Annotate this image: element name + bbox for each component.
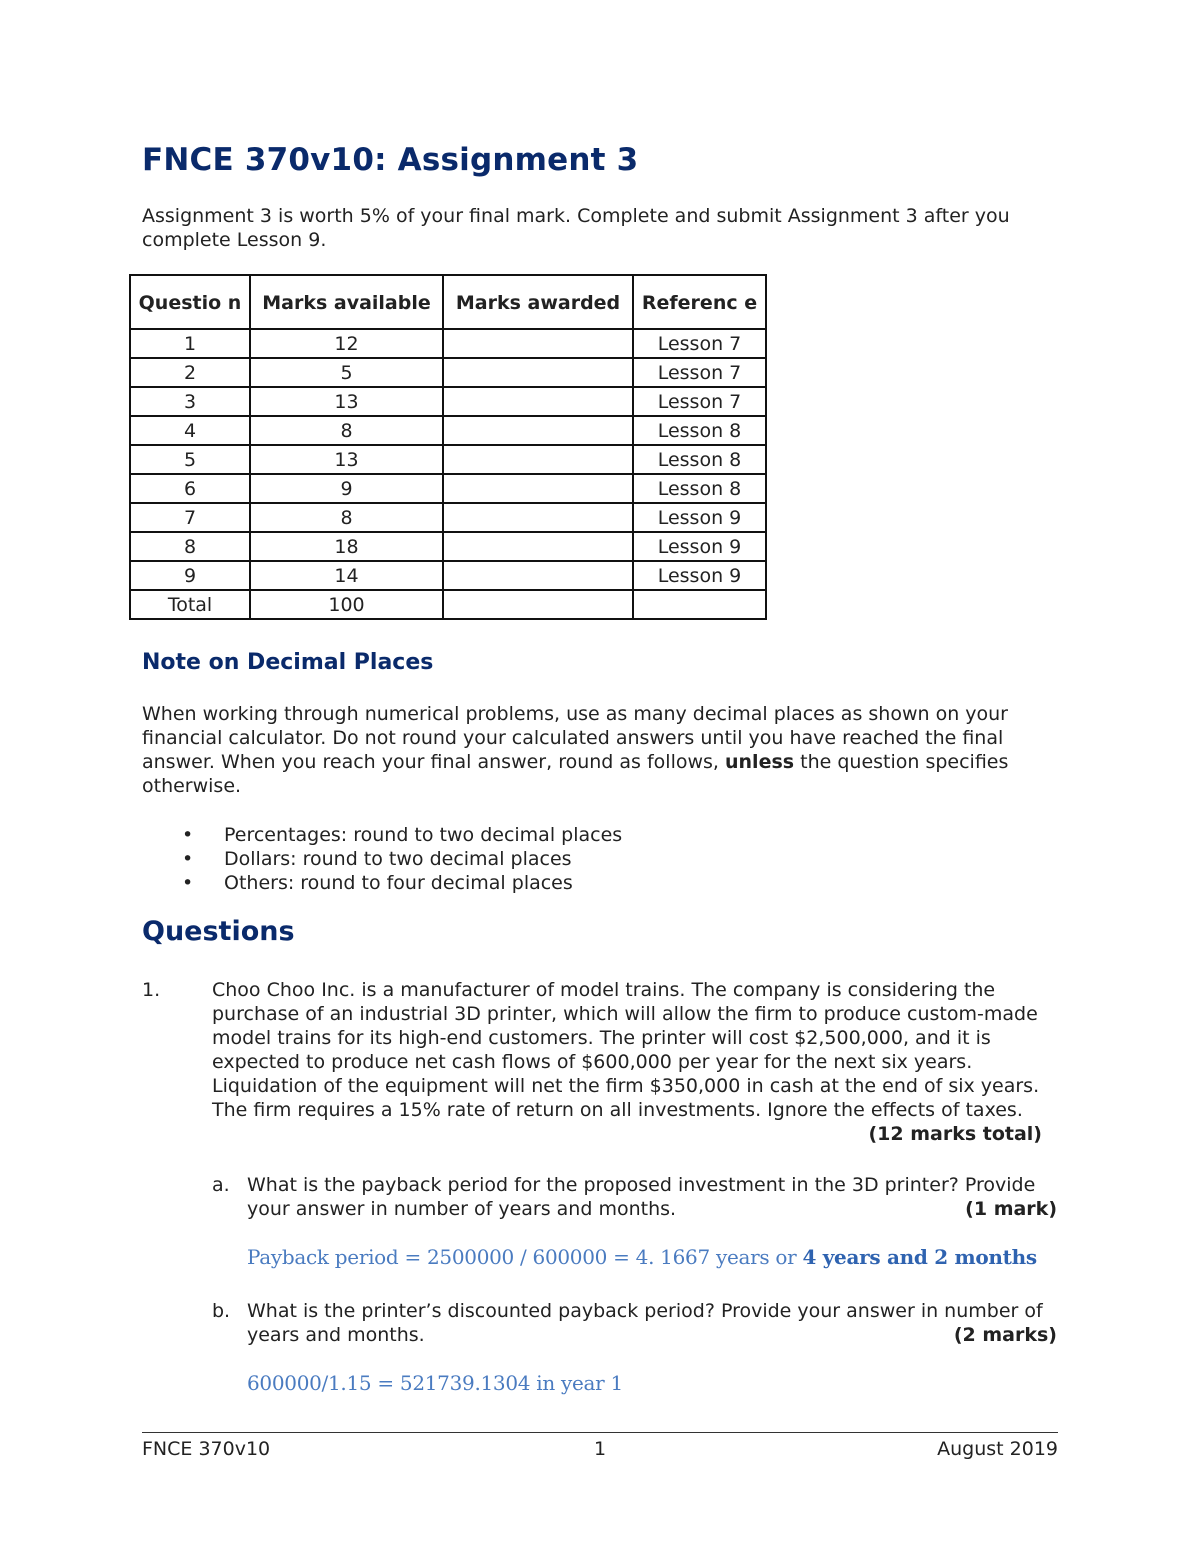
note-text-bold: unless	[725, 751, 795, 773]
table-row	[130, 561, 766, 590]
cell-question: 3	[130, 387, 250, 416]
subquestion-b-label: b.	[212, 1300, 231, 1322]
bullet-icon: •	[182, 824, 194, 846]
cell-question: 2	[130, 358, 250, 387]
cell-question: 5	[130, 445, 250, 474]
questions-heading: Questions	[142, 916, 295, 947]
cell-marks-awarded	[443, 358, 633, 387]
header-marks-awarded: Marks awarded	[443, 275, 633, 329]
subquestion-b-body: What is the printer’s discounted payback period? Provide your answer in number of years and months.	[247, 1300, 1043, 1346]
cell-marks-awarded	[443, 532, 633, 561]
table-row	[130, 329, 766, 358]
question-number: 1.	[142, 979, 161, 1001]
subquestion-a-body: What is the payback period for the proposed investment in the 3D printer? Provide your answer in number of years and months.	[247, 1174, 1036, 1220]
cell-marks-available: 5	[250, 358, 443, 387]
cell-reference: Lesson 8	[633, 416, 766, 445]
cell-question: 1	[130, 329, 250, 358]
cell-marks-available: 8	[250, 416, 443, 445]
subquestion-a-label: a.	[212, 1174, 230, 1196]
cell-marks-awarded	[443, 445, 633, 474]
cell-reference: Lesson 7	[633, 387, 766, 416]
table-row	[130, 445, 766, 474]
cell-marks-awarded	[443, 503, 633, 532]
cell-marks-available: 100	[250, 590, 443, 619]
cell-question: 9	[130, 561, 250, 590]
cell-marks-available: 18	[250, 532, 443, 561]
answer-b: 600000/1.15 = 521739.1304 in year 1	[247, 1371, 623, 1395]
note-heading: Note on Decimal Places	[142, 650, 434, 675]
cell-reference: Lesson 8	[633, 474, 766, 503]
cell-marks-available: 13	[250, 445, 443, 474]
cell-marks-available: 9	[250, 474, 443, 503]
cell-reference: Lesson 8	[633, 445, 766, 474]
cell-reference: Lesson 9	[633, 503, 766, 532]
cell-marks-awarded	[443, 590, 633, 619]
cell-reference: Lesson 9	[633, 561, 766, 590]
header-question: Questio n	[130, 275, 250, 329]
answer-a-bold: 4 years and 2 months	[802, 1245, 1037, 1269]
intro-paragraph: Assignment 3 is worth 5% of your final mark. Complete and submit Assignment 3 after you complete Lesson 9.	[142, 205, 1010, 251]
cell-marks-available: 12	[250, 329, 443, 358]
cell-reference: Lesson 7	[633, 329, 766, 358]
list-item-text: Dollars: round to two decimal places	[224, 848, 572, 870]
table-total-row	[130, 590, 766, 619]
footer-divider	[142, 1432, 1058, 1433]
cell-marks-awarded	[443, 387, 633, 416]
list-item-text: Others: round to four decimal places	[224, 872, 573, 894]
cell-marks-available: 14	[250, 561, 443, 590]
footer-date: August 2019	[937, 1438, 1058, 1460]
cell-marks-awarded	[443, 561, 633, 590]
cell-question: 4	[130, 416, 250, 445]
bullet-icon: •	[182, 872, 194, 894]
list-item	[142, 847, 1042, 871]
list-item-text: Percentages: round to two decimal places	[224, 824, 623, 846]
table-row	[130, 387, 766, 416]
subquestion-a-marks: (1 mark)	[965, 1198, 1057, 1220]
subquestion-b-text	[247, 1299, 1057, 1347]
note-text-part1: When working through numerical problems, use as many decimal places as shown on your financial calculator. Do not round your calculated answers until you have reached the final answer. When you reach your final answer, round as follows,	[142, 703, 1008, 773]
cell-marks-available: 13	[250, 387, 443, 416]
header-marks-available: Marks available	[250, 275, 443, 329]
cell-question: Total	[130, 590, 250, 619]
document-title: FNCE 370v10: Assignment 3	[142, 142, 639, 178]
question-body: Choo Choo Inc. is a manufacturer of model trains. The company is considering the purchase of an industrial 3D printer, which will allow the firm to produce custom-made model trains for its high-end customers. The printer will cost $2,500,000, and it is expected to produce net cash flows of $600,000 per year for the next six years. Liquidation of the equipment will net the firm $350,000 in cash at the end of six years. The firm requires a 15% rate of return on all investments. Ignore the effects of taxes.	[212, 979, 1040, 1121]
question-text	[212, 978, 1042, 1146]
marks-table	[129, 274, 767, 620]
cell-reference: Lesson 7	[633, 358, 766, 387]
table-row	[130, 503, 766, 532]
cell-question: 6	[130, 474, 250, 503]
cell-reference	[633, 590, 766, 619]
note-text-part2: the question specifies otherwise.	[142, 751, 1009, 797]
bullet-icon: •	[182, 848, 194, 870]
subquestion-b-marks: (2 marks)	[953, 1324, 1057, 1346]
table-row	[130, 474, 766, 503]
list-item	[142, 871, 1042, 895]
header-reference: Referenc e	[633, 275, 766, 329]
table-row	[130, 416, 766, 445]
cell-question: 8	[130, 532, 250, 561]
cell-question: 7	[130, 503, 250, 532]
cell-marks-awarded	[443, 416, 633, 445]
table-header-row	[130, 275, 766, 329]
answer-a	[247, 1245, 1037, 1269]
footer-course: FNCE 370v10	[142, 1438, 271, 1460]
note-paragraph	[142, 702, 1062, 798]
table-row	[130, 532, 766, 561]
table-row	[130, 358, 766, 387]
cell-marks-awarded	[443, 329, 633, 358]
footer-page-number: 1	[594, 1438, 607, 1460]
subquestion-a-text	[247, 1173, 1057, 1221]
cell-marks-awarded	[443, 474, 633, 503]
cell-marks-available: 8	[250, 503, 443, 532]
list-item	[142, 823, 1042, 847]
cell-reference: Lesson 9	[633, 532, 766, 561]
answer-a-text: Payback period = 2500000 / 600000 = 4. 1667 years or	[247, 1245, 803, 1269]
question-marks: (12 marks total)	[868, 1123, 1042, 1145]
rounding-list	[142, 823, 1042, 895]
